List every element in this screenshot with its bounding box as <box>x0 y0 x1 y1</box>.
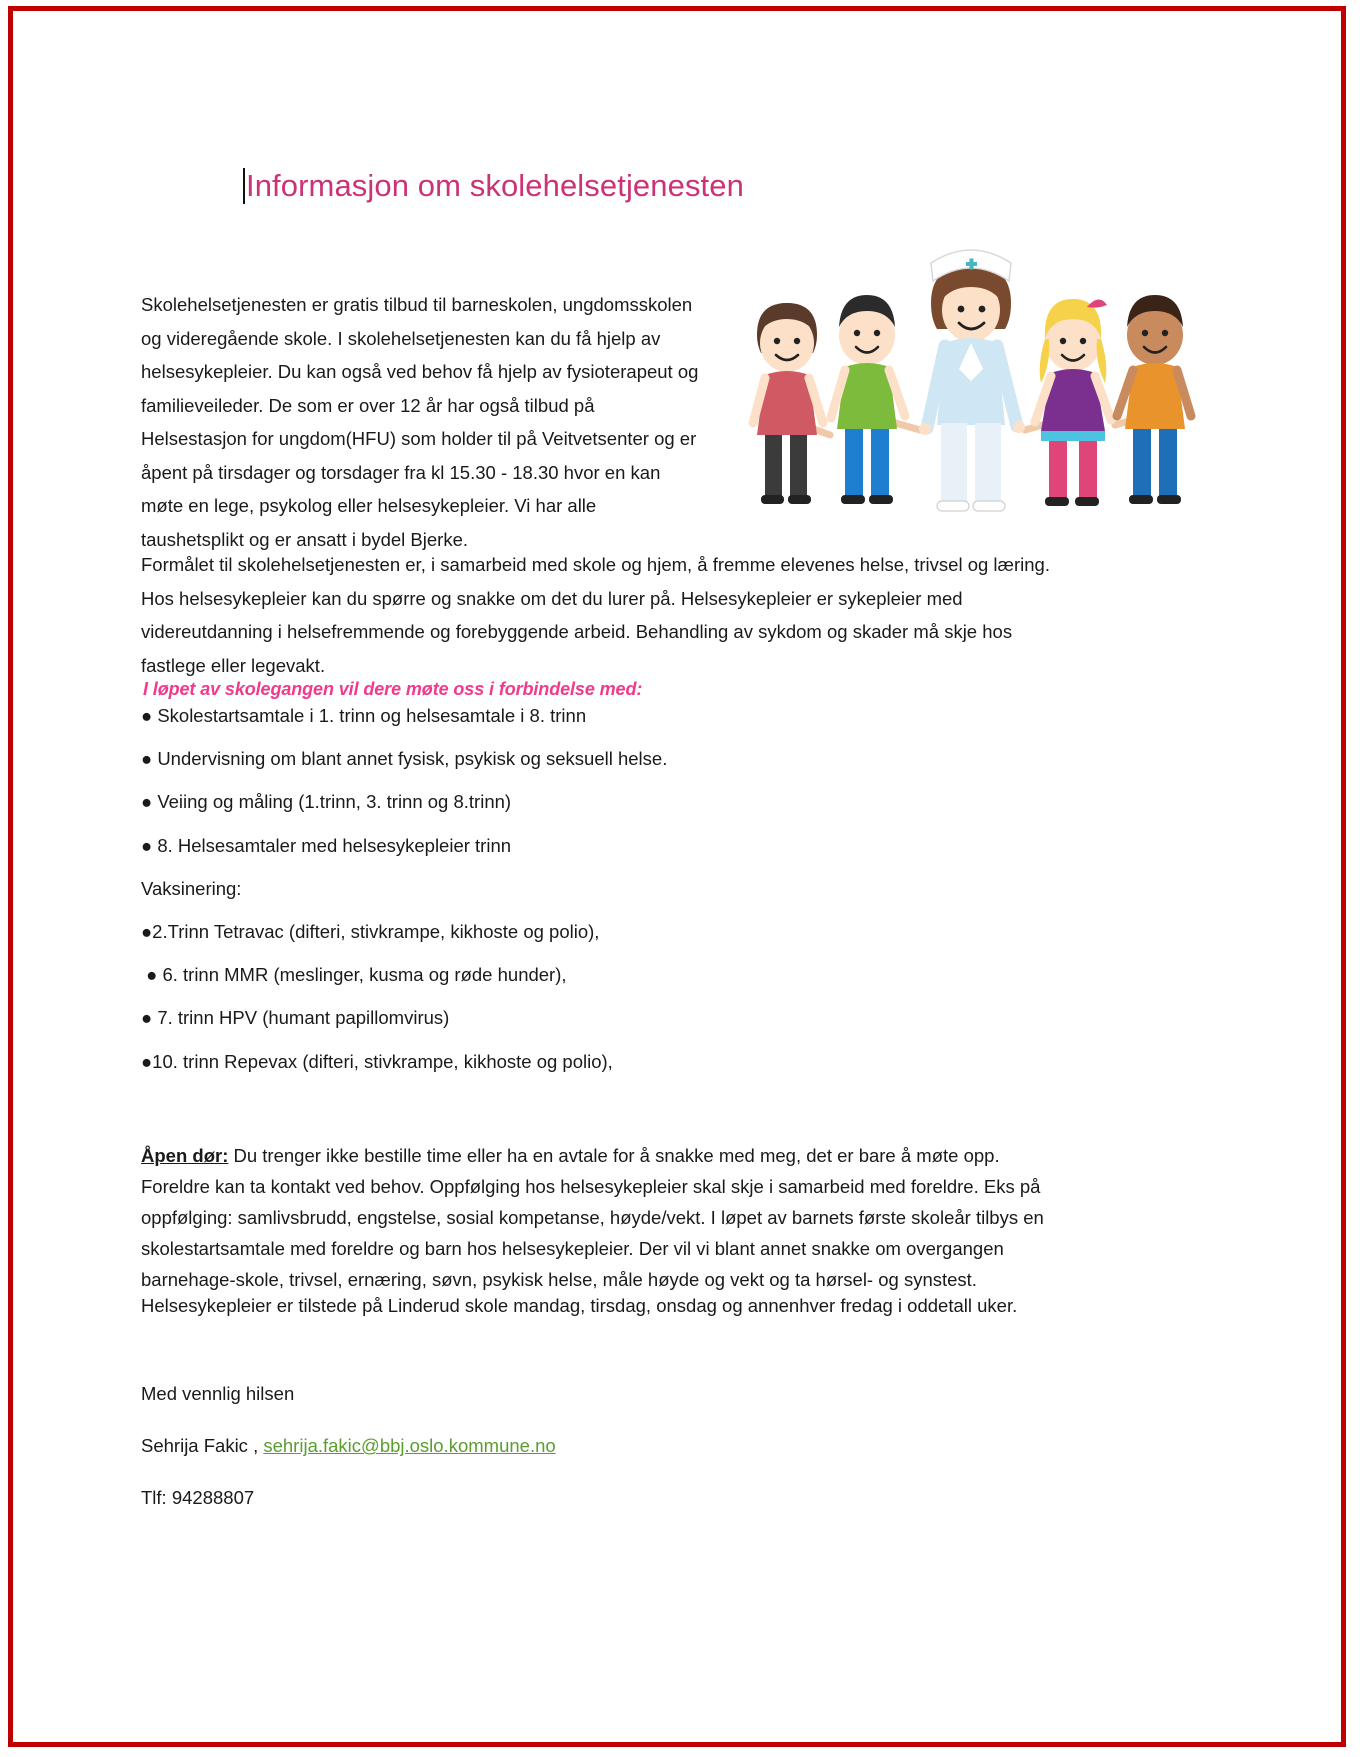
list-item: ● Undervisning om blant annet fysisk, psykisk og seksuell helse. <box>141 748 668 770</box>
list-item: ● 7. trinn HPV (humant papillomvirus) <box>141 1007 450 1029</box>
child-boy-green <box>831 295 905 504</box>
purpose-paragraph: Formålet til skolehelsetjenesten er, i samarbeid med skole og hjem, å fremme elevenes helse, trivsel og læring. Hos helsesykepleier kan du spørre og snakke om det du lurer på. Helsesykepleier er sykepleier med videreutdanning i helsefremmende og forebyggende arbeid. Behandling av sykdom og skader må skje hos fastlege eller legevakt. <box>141 554 1050 676</box>
presence-paragraph: Helsesykepleier er tilstede på Linderud skole mandag, tirsdag, onsdag og annenhver fredag i oddetall uker. <box>141 1295 1018 1316</box>
child-girl-pink <box>753 303 823 504</box>
list-item: ● Veiing og måling (1.trinn, 3. trinn og 8.trinn) <box>141 791 512 813</box>
open-door-paragraph <box>141 1140 1061 1295</box>
signature-phone: Tlf: 94288807 <box>141 1487 255 1509</box>
text-cursor-caret <box>243 168 245 204</box>
intro-paragraph: Skolehelsetjenesten er gratis tilbud til barneskolen, ungdomsskolen og videregående skole. I skolehelsetjenesten kan du få hjelp av helsesykepleier. Du kan også ved behov få hjelp av fysioterapeut og familieveileder. De som er over 12 år har også tilbud på Helsestasjon for ungdom(HFU) som holder til på Veitvetsenter og er åpent på tirsdager og torsdager fra kl 15.30 - 18.30 hvor en kan møte en lege, psykolog eller helsesykepleier. Vi har alle taushetsplikt og er ansatt i bydel Bjerke. <box>141 294 699 550</box>
open-door-text: Du trenger ikke bestille time eller ha en avtale for å snakke med meg, det er bare å møte opp. Foreldre kan ta kontakt ved behov. Oppfølging hos helsesykepleier skal skje i samarbeid med foreldre. Eks på oppfølging: samlivsbrudd, engstelse, sosial kompetanse, høyde/vekt. I løpet av barnets første skoleår tilbys en skolestartsamtale med foreldre og barn hos helsesykepleier. Der vil vi blant annet snakke om overgangen barnehage-skole, trivsel, ernæring, søvn, psykisk helse, måle høyde og vekt og ta hørsel- og synstest. <box>141 1145 1044 1290</box>
list-item: ● 8. Helsesamtaler med helsesykepleier trinn <box>141 834 512 856</box>
vaccination-label: Vaksinering: <box>141 877 242 899</box>
list-item: ● Skolestartsamtale i 1. trinn og helsesamtale i 8. trinn <box>141 705 587 726</box>
signature-name-row <box>141 1435 841 1457</box>
open-door-label: Åpen dør: <box>141 1145 229 1166</box>
nurse-figure <box>919 250 1025 511</box>
list-item: ●2.Trinn Tetravac (difteri, stivkrampe, kikhoste og polio), <box>141 920 600 942</box>
child-girl-purple <box>1035 299 1111 506</box>
meeting-list <box>141 705 1041 1094</box>
list-item: ● 6. trinn MMR (meslinger, kusma og røde hunder), <box>141 964 567 986</box>
signature-name: Sehrija Fakic , <box>141 1435 264 1457</box>
child-boy-orange <box>1117 295 1191 504</box>
page-title: Informasjon om skolehelsetjenesten <box>246 167 744 203</box>
list-item: ●10. trinn Repevax (difteri, stivkrampe, kikhoste og polio), <box>141 1050 613 1072</box>
signature-greeting: Med vennlig hilsen <box>141 1383 295 1404</box>
email-link[interactable]: sehrija.fakic@bbj.oslo.kommune.no <box>263 1435 556 1457</box>
page-title-row <box>243 168 744 204</box>
signature-block <box>141 1383 841 1540</box>
school-nurse-with-children-illustration <box>735 215 1210 535</box>
meeting-heading: I løpet av skolegangen vil dere møte oss i forbindelse med: <box>143 679 643 699</box>
